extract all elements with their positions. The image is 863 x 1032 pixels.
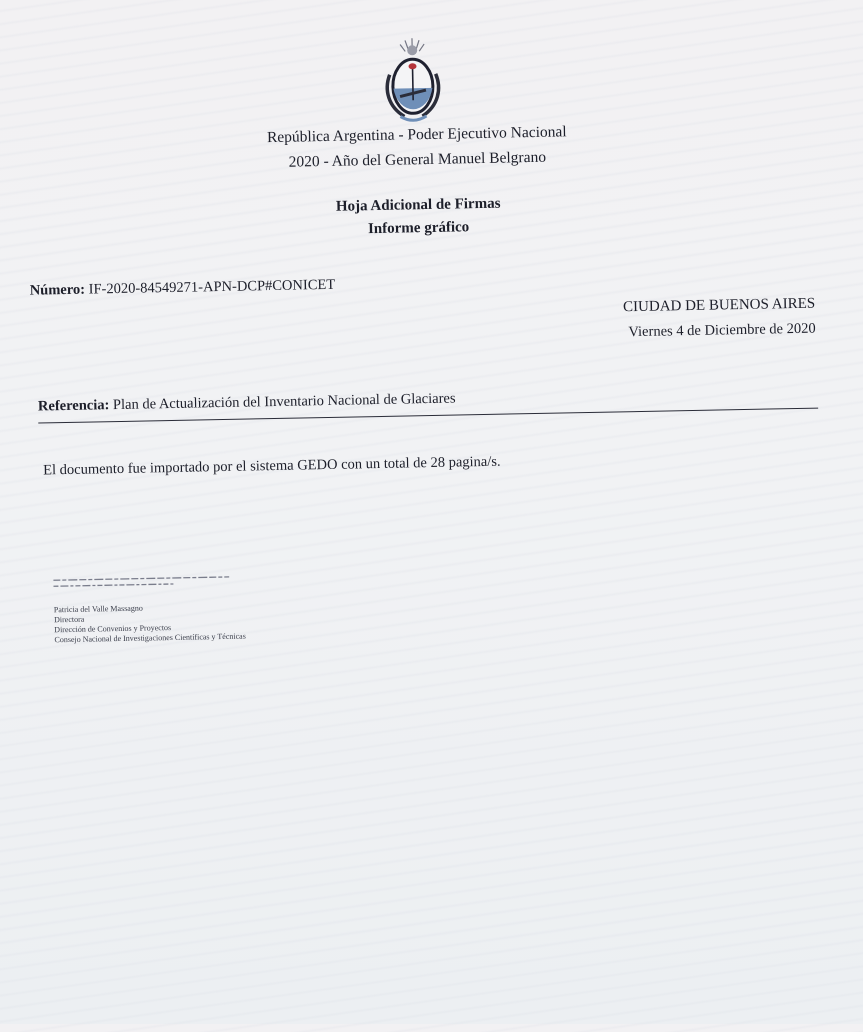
digital-signature-stamp-icon [53, 574, 229, 589]
document-number [30, 277, 336, 300]
signer-role: Directora [54, 612, 246, 626]
document-title: Hoja Adicional de Firmas [0, 189, 838, 222]
document-number-label: Número: [30, 282, 86, 299]
signer-institution: Consejo Nacional de Investigaciones Científicas y Técnicas [54, 632, 246, 646]
reference [38, 391, 456, 416]
header-line-1: República Argentina - Poder Ejecutivo Nacional [0, 118, 837, 152]
date: Viernes 4 de Diciembre de 2020 [628, 321, 815, 342]
header-line-2: 2020 - Año del General Manuel Belgrano [0, 143, 837, 177]
signer-office: Dirección de Convenios y Proyectos [54, 622, 246, 636]
reference-label: Referencia: [38, 397, 110, 414]
city: CIUDAD DE BUENOS AIRES [623, 296, 815, 317]
signature-block [53, 574, 246, 646]
coat-of-arms-icon [379, 34, 447, 127]
reference-value: Plan de Actualización del Inventario Nacional de Glaciares [113, 391, 456, 414]
body-text: El documento fue importado por el sistema GEDO con un total de 28 pagina/s. [43, 454, 501, 480]
document-subtitle: Informe gráfico [0, 212, 839, 245]
digital-signature-stamp [53, 574, 245, 592]
signer-name: Patricia del Valle Massagno [54, 602, 246, 616]
document-number-value: IF-2020-84549271-APN-DCP#CONICET [89, 277, 336, 298]
